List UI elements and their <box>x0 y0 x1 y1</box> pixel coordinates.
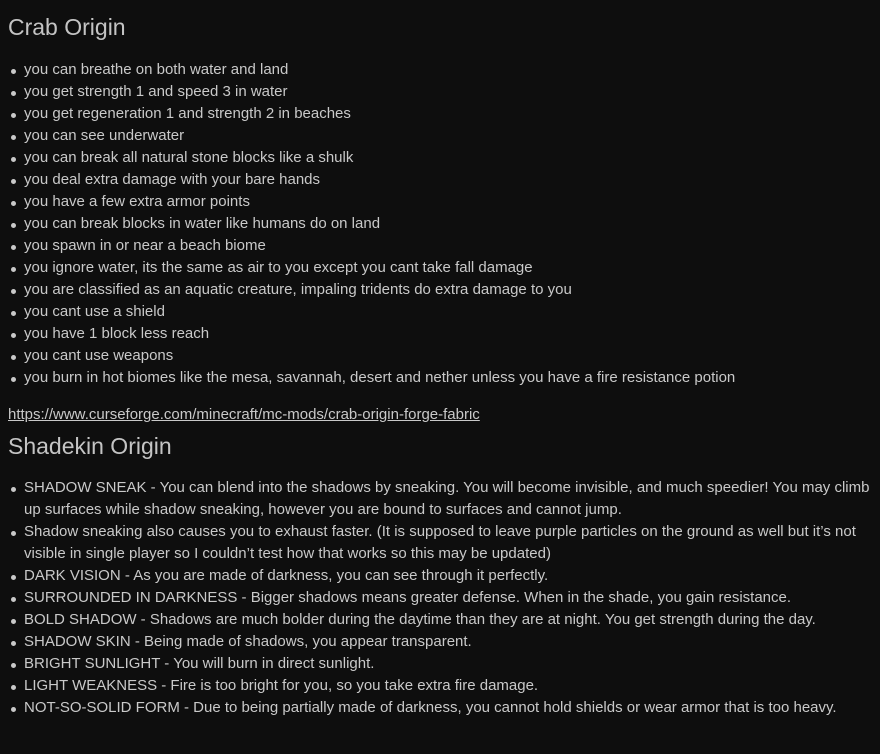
list-item: SHADOW SNEAK - You can blend into the shadows by sneaking. You will become invisible, and much speedier! You may climb up surfaces while shadow sneaking, however you are bound to surfaces and cannot jump. <box>8 477 870 521</box>
list-item: you are classified as an aquatic creature, impaling tridents do extra damage to you <box>8 279 872 301</box>
list-item: BOLD SHADOW - Shadows are much bolder during the daytime than they are at night. You get strength during the day. <box>8 609 870 631</box>
list-item: you can breathe on both water and land <box>8 59 872 81</box>
shadekin-origin-list <box>8 477 870 719</box>
list-item: you have a few extra armor points <box>8 191 872 213</box>
list-item: you cant use weapons <box>8 345 872 367</box>
list-item: you spawn in or near a beach biome <box>8 235 872 257</box>
list-item: you have 1 block less reach <box>8 323 872 345</box>
list-item: you can break all natural stone blocks like a shulk <box>8 147 872 169</box>
list-item: you burn in hot biomes like the mesa, savannah, desert and nether unless you have a fire resistance potion <box>8 367 872 389</box>
list-item: SURROUNDED IN DARKNESS - Bigger shadows means greater defense. When in the shade, you gain resistance. <box>8 587 870 609</box>
list-item: you get strength 1 and speed 3 in water <box>8 81 872 103</box>
crab-origin-heading: Crab Origin <box>8 14 126 40</box>
list-item: you deal extra damage with your bare hands <box>8 169 872 191</box>
list-item: DARK VISION - As you are made of darkness, you can see through it perfectly. <box>8 565 870 587</box>
shadekin-origin-heading: Shadekin Origin <box>8 433 172 459</box>
curseforge-link[interactable]: https://www.curseforge.com/minecraft/mc-mods/crab-origin-forge-fabric <box>8 406 480 423</box>
list-item: you can break blocks in water like humans do on land <box>8 213 872 235</box>
list-item: you get regeneration 1 and strength 2 in beaches <box>8 103 872 125</box>
list-item: you can see underwater <box>8 125 872 147</box>
list-item: SHADOW SKIN - Being made of shadows, you appear transparent. <box>8 631 870 653</box>
list-item: Shadow sneaking also causes you to exhaust faster. (It is supposed to leave purple particles on the ground as well but it’s not visible in single player so I couldn’t test how that works so this may be updated) <box>8 521 870 565</box>
list-item: you ignore water, its the same as air to you except you cant take fall damage <box>8 257 872 279</box>
list-item: LIGHT WEAKNESS - Fire is too bright for you, so you take extra fire damage. <box>8 675 870 697</box>
list-item: NOT-SO-SOLID FORM - Due to being partially made of darkness, you cannot hold shields or wear armor that is too heavy. <box>8 697 870 719</box>
crab-origin-list <box>8 59 872 389</box>
list-item: you cant use a shield <box>8 301 872 323</box>
list-item: BRIGHT SUNLIGHT - You will burn in direct sunlight. <box>8 653 870 675</box>
